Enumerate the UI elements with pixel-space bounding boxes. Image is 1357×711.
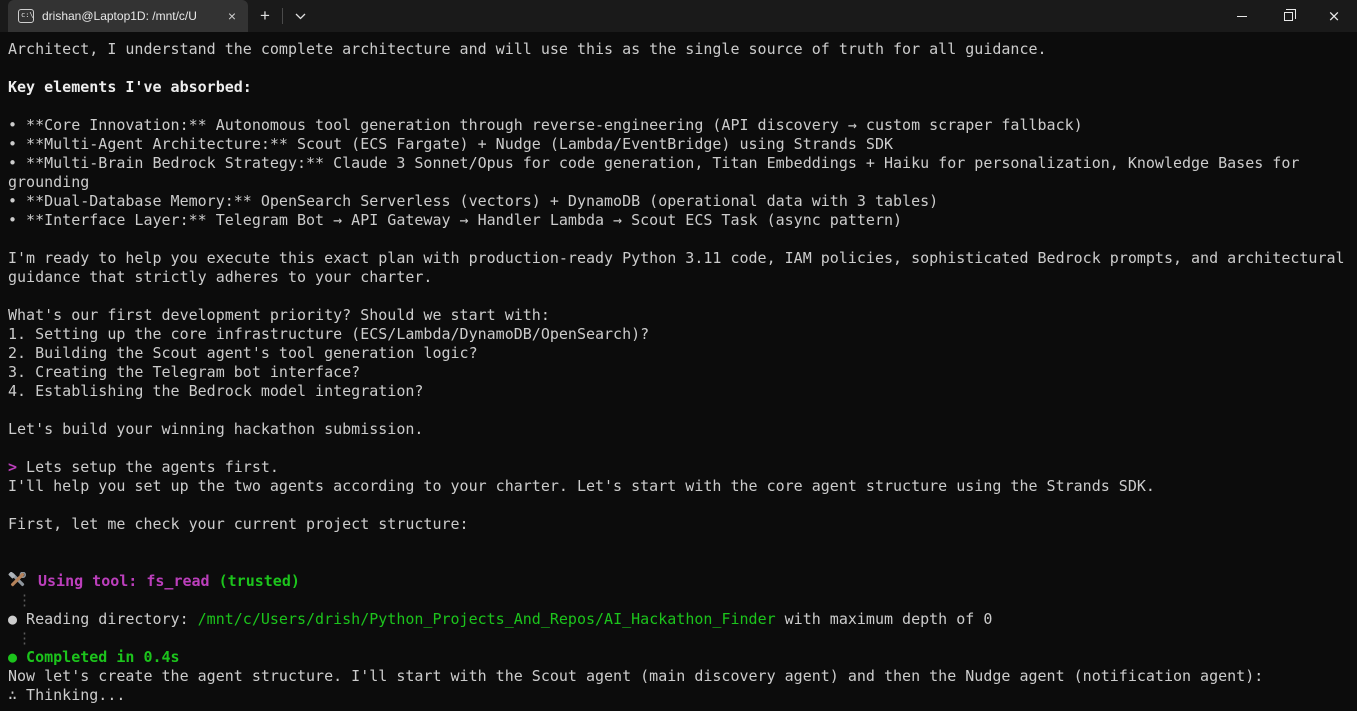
terminal-line (8, 572, 1349, 591)
terminal-line (8, 629, 1349, 648)
terminal-line (8, 477, 1349, 496)
terminal-line (8, 553, 1349, 572)
terminal-line (8, 173, 1349, 192)
text-segment: (trusted) (209, 572, 300, 590)
terminal-line (8, 515, 1349, 534)
text-segment: 2. Building the Scout agent's tool generation logic? (8, 344, 478, 362)
terminal-line (8, 610, 1349, 629)
terminal-line (8, 211, 1349, 230)
titlebar (0, 0, 1357, 32)
terminal-line (8, 116, 1349, 135)
terminal-line (8, 534, 1349, 553)
restore-button[interactable] (1265, 0, 1311, 32)
text-segment: Lets setup the agents first. (17, 458, 279, 476)
text-segment: 3. Creating the Telegram bot interface? (8, 363, 361, 381)
text-segment: I'm ready to help you execute this exact plan with production-ready Python 3.11 code, IAM policies, sophisticated Bedrock prompts, and architectural (8, 249, 1345, 267)
terminal-line (8, 192, 1349, 211)
text-segment: ● Reading directory: (8, 610, 198, 628)
terminal-line (8, 268, 1349, 287)
restore-icon (1284, 12, 1293, 21)
text-segment: 4. Establishing the Bedrock model integration? (8, 382, 424, 400)
terminal-line (8, 667, 1349, 686)
terminal-line (8, 344, 1349, 363)
terminal-line (8, 59, 1349, 78)
window-controls (1219, 0, 1357, 32)
minimize-icon (1237, 16, 1247, 17)
text-segment: Key elements I've absorbed: (8, 78, 252, 96)
text-segment: What's our first development priority? Should we start with: (8, 306, 550, 324)
terminal-content[interactable] (0, 32, 1357, 711)
terminal-line (8, 591, 1349, 610)
text-segment: grounding (8, 173, 90, 191)
text-segment: • **Multi-Brain Bedrock Strategy:** Claude 3 Sonnet/Opus for code generation, Titan Embeddings + Haiku for personalization, Knowledge Bases for (8, 154, 1300, 172)
text-segment: I'll help you set up the two agents according to your charter. Let's start with the core agent structure using the Strands SDK. (8, 477, 1155, 495)
text-segment: guidance that strictly adheres to your charter. (8, 268, 433, 286)
terminal-line (8, 648, 1349, 667)
close-icon: × (1327, 7, 1341, 25)
text-segment: 1. Setting up the core infrastructure (ECS/Lambda/DynamoDB/OpenSearch)? (8, 325, 650, 343)
text-segment: • **Core Innovation:** Autonomous tool generation through reverse-engineering (API discovery → custom scraper fallback) (8, 116, 1083, 134)
hammer-wrench-icon (8, 572, 28, 593)
text-segment: Architect, I understand the complete architecture and will use this as the single source of truth for all guidance. (8, 40, 1047, 58)
terminal-line (8, 249, 1349, 268)
tab-close-icon[interactable]: × (227, 8, 236, 24)
terminal-line (8, 78, 1349, 97)
tab-dropdown-button[interactable] (283, 0, 317, 32)
command-prompt-icon: c:\ (18, 9, 34, 23)
text-segment: ⋮ (8, 591, 33, 609)
terminal-line (8, 382, 1349, 401)
text-segment: > (8, 458, 18, 476)
terminal-line (8, 439, 1349, 458)
text-segment: with maximum depth of 0 (775, 610, 993, 628)
text-segment: ● Completed in 0.4s (8, 648, 180, 666)
titlebar-drag-area (317, 0, 1219, 32)
terminal-line (8, 420, 1349, 439)
terminal-line (8, 287, 1349, 306)
terminal-line (8, 154, 1349, 173)
terminal-line (8, 40, 1349, 59)
text-segment: ⋮ (8, 629, 33, 647)
terminal-line (8, 458, 1349, 477)
terminal-line (8, 135, 1349, 154)
text-segment: ∴ Thinking... (8, 686, 126, 704)
terminal-line (8, 686, 1349, 705)
terminal-line (8, 325, 1349, 344)
terminal-line (8, 306, 1349, 325)
new-tab-button[interactable]: + (260, 6, 270, 25)
terminal-tab[interactable] (8, 0, 248, 32)
text-segment: First, let me check your current project structure: (8, 515, 469, 533)
text-segment: • **Dual-Database Memory:** OpenSearch Serverless (vectors) + DynamoDB (operational data with 3 tables) (8, 192, 939, 210)
text-segment: • **Multi-Agent Architecture:** Scout (ECS Fargate) + Nudge (Lambda/EventBridge) using Strands SDK (8, 135, 894, 153)
tab-title: drishan@Laptop1D: /mnt/c/U (42, 9, 197, 23)
text-segment: /mnt/c/Users/drish/Python_Projects_And_Repos/AI_Hackathon_Finder (197, 610, 776, 628)
text-segment: Using tool: fs_read (38, 572, 210, 590)
terminal-line (8, 363, 1349, 382)
terminal-line (8, 401, 1349, 420)
chevron-down-icon (295, 7, 306, 25)
text-segment: Now let's create the agent structure. I'll start with the Scout agent (main discovery agent) and then the Nudge agent (notification agent): (8, 667, 1264, 685)
text-segment: Let's build your winning hackathon submission. (8, 420, 424, 438)
close-button[interactable] (1311, 0, 1357, 32)
text-segment: • **Interface Layer:** Telegram Bot → API Gateway → Handler Lambda → Scout ECS Task (async pattern) (8, 211, 903, 229)
terminal-line (8, 230, 1349, 249)
terminal-line (8, 496, 1349, 515)
terminal-line (8, 97, 1349, 116)
minimize-button[interactable] (1219, 0, 1265, 32)
